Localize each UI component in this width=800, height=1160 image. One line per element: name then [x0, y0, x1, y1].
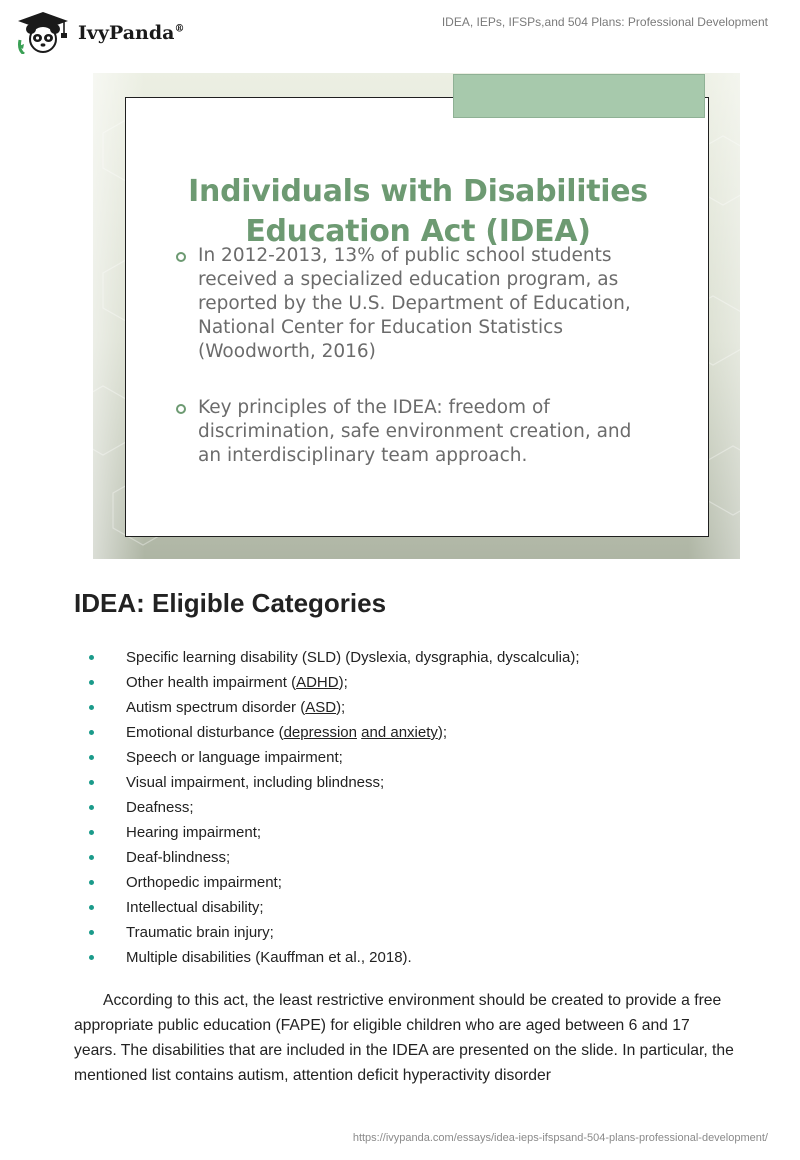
list-item-text: Visual impairment, including blindness; [126, 774, 385, 791]
bullet-dot-icon [89, 830, 94, 835]
list-item-text: Multiple disabilities (Kauffman et al., 2018). [126, 949, 412, 966]
brand-text: IvyPanda [78, 22, 175, 44]
list-item-text: Autism spectrum disorder ( [126, 699, 306, 716]
bullet-dot-icon [89, 780, 94, 785]
slide-content-card [125, 97, 709, 537]
list-item-text: Intellectual disability; [126, 899, 264, 916]
bullet-dot-icon [89, 905, 94, 910]
slide-bullet-text: In 2012-2013, 13% of public school students received a specialized education program, as reported by the U.S. Department of Education, National Center for Education Statistics (Woodworth, 2016) [198, 245, 631, 362]
list-item [74, 845, 580, 870]
asd-link[interactable]: ASD [305, 699, 337, 716]
list-item [74, 670, 580, 695]
slide-accent-tab [453, 74, 705, 118]
list-item [74, 895, 580, 920]
list-item [74, 920, 580, 945]
body-paragraph-text: According to this act, the least restrictive environment should be created to provide a free appropriate public education (FAPE) for eligible children who are aged between 6 and 17 years. The disabilities that are included in the IDEA are presented on the slide. In particular, the mentioned list contains autism, attention deficit hyperactivity disorder [74, 992, 734, 1084]
slide-heading-line-2: Education Act (IDEA) [245, 214, 591, 249]
list-item [74, 645, 580, 670]
list-item-text-end: ); [338, 674, 348, 691]
ivypanda-logo[interactable] [14, 10, 184, 54]
adhd-link[interactable]: ADHD [296, 674, 339, 691]
body-paragraph [74, 988, 734, 1088]
list-item-text: Emotional disturbance ( [126, 724, 284, 741]
bullet-dot-icon [89, 680, 94, 685]
bullet-dot-icon [89, 930, 94, 935]
list-item [74, 720, 580, 745]
list-item [74, 795, 580, 820]
registered-mark: ® [174, 23, 185, 35]
slide-heading-line-1: Individuals with Disabilities [188, 174, 648, 209]
bullet-dot-icon [89, 805, 94, 810]
list-item-text: Orthopedic impairment; [126, 874, 282, 891]
list-item-text: Other health impairment ( [126, 674, 297, 691]
list-item [74, 770, 580, 795]
list-item-text: Deaf-blindness; [126, 849, 231, 866]
brand-name [78, 22, 184, 44]
bullet-dot-icon [89, 755, 94, 760]
eligible-categories-list [74, 645, 580, 970]
list-item-text: Specific learning disability (SLD) (Dyslexia, dysgraphia, dyscalculia); [126, 649, 580, 666]
section-heading: IDEA: Eligible Categories [74, 588, 387, 618]
document-title: IDEA, IEPs, IFSPs,and 504 Plans: Professional Development [441, 15, 768, 29]
bullet-dot-icon [89, 855, 94, 860]
bullet-dot-icon [89, 955, 94, 960]
list-item-text: Hearing impairment; [126, 824, 262, 841]
panda-graduate-icon [14, 10, 72, 54]
bullet-dot-icon [89, 730, 94, 735]
bullet-dot-icon [89, 880, 94, 885]
list-item-text-end: ); [437, 724, 448, 741]
list-item [74, 870, 580, 895]
presentation-slide [93, 73, 740, 559]
slide-bullet [178, 396, 648, 468]
source-url[interactable]: https://ivypanda.com/essays/idea-ieps-ifspsand-504-plans-professional-development/ [352, 1132, 768, 1144]
list-item [74, 745, 580, 770]
ring-bullet-icon [176, 404, 186, 414]
slide-bullet [178, 244, 648, 364]
list-item-text-end: ); [336, 699, 346, 716]
list-item-text: Traumatic brain injury; [126, 924, 274, 941]
bullet-dot-icon [89, 705, 94, 710]
list-item-text: Speech or language impairment; [126, 749, 343, 766]
anxiety-link[interactable]: and anxiety [361, 724, 438, 741]
list-item-text: Deafness; [126, 799, 194, 816]
list-item [74, 820, 580, 845]
depression-link[interactable]: depression [283, 724, 357, 741]
bullet-dot-icon [89, 655, 94, 660]
list-item [74, 945, 580, 970]
list-item [74, 695, 580, 720]
slide-bullet-text: Key principles of the IDEA: freedom of discrimination, safe environment creation, and an interdisciplinary team approach. [198, 397, 632, 466]
ring-bullet-icon [176, 252, 186, 262]
slide-heading [126, 172, 710, 252]
